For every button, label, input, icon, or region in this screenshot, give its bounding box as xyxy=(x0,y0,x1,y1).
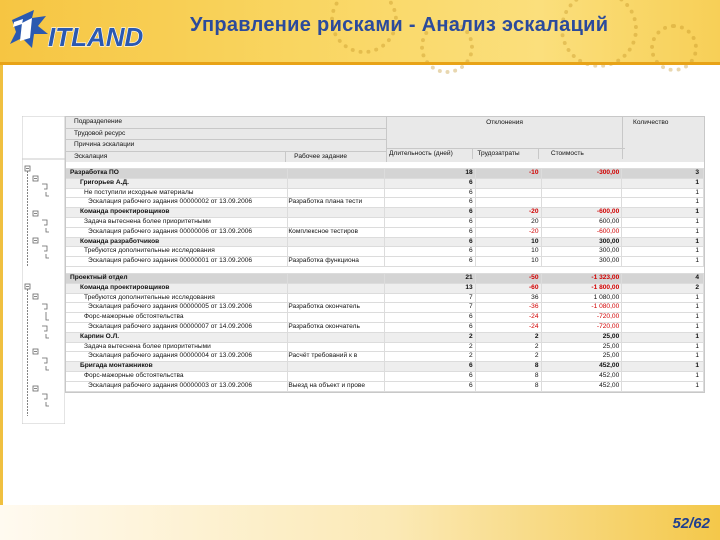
table-row[interactable] xyxy=(66,313,704,323)
row-count: 1 xyxy=(622,343,704,352)
row-labor: 8 xyxy=(476,362,542,371)
row-duration: 6 xyxy=(385,189,476,198)
row-count: 3 xyxy=(622,169,704,178)
row-task: Разработка окончатель xyxy=(288,303,385,312)
row-count: 1 xyxy=(622,198,704,207)
row-name: Команда разработчиков xyxy=(66,238,288,247)
footer-bar xyxy=(0,505,720,540)
row-task xyxy=(288,208,385,217)
table-row[interactable] xyxy=(66,247,704,257)
row-labor: -60 xyxy=(476,284,542,293)
row-labor: -24 xyxy=(476,313,542,322)
row-duration: 6 xyxy=(385,208,476,217)
row-name: Бригада монтажников xyxy=(66,362,288,371)
row-labor xyxy=(476,189,542,198)
row-cost: -1 800,00 xyxy=(542,284,623,293)
row-duration: 6 xyxy=(385,179,476,188)
row-task xyxy=(288,343,385,352)
row-task xyxy=(288,294,385,303)
table-row[interactable] xyxy=(66,362,704,372)
row-name: Требуются дополнительные исследования xyxy=(66,294,288,303)
row-labor: -24 xyxy=(476,323,542,332)
row-duration: 6 xyxy=(385,382,476,391)
row-count: 1 xyxy=(622,303,704,312)
row-labor: -10 xyxy=(476,169,542,178)
row-duration: 6 xyxy=(385,362,476,371)
row-name: Форс-мажорные обстоятельства xyxy=(66,313,288,322)
row-labor: 10 xyxy=(476,238,542,247)
row-duration: 6 xyxy=(385,218,476,227)
row-name: Эскалация рабочего задания 00000004 от 13.09.2006 xyxy=(66,352,288,361)
row-cost: -720,00 xyxy=(542,323,623,332)
row-name: Эскалация рабочего задания 00000006 от 13.09.2006 xyxy=(66,228,288,237)
row-count: 1 xyxy=(622,294,704,303)
row-duration: 6 xyxy=(385,238,476,247)
row-cost: 452,00 xyxy=(542,382,623,391)
row-labor: -50 xyxy=(476,274,542,283)
column-header-labor[interactable]: Трудозатраты xyxy=(473,149,538,160)
row-cost: 1 080,00 xyxy=(542,294,623,303)
row-task: Выезд на объект и прове xyxy=(288,382,385,391)
row-task xyxy=(288,333,385,342)
group-spacer xyxy=(66,162,704,169)
row-cost: 25,00 xyxy=(542,352,623,361)
row-cost: -1 323,00 xyxy=(542,274,623,283)
row-count: 1 xyxy=(622,382,704,391)
table-row[interactable] xyxy=(66,294,704,304)
row-labor: -36 xyxy=(476,303,542,312)
row-count: 1 xyxy=(622,189,704,198)
row-duration: 6 xyxy=(385,372,476,381)
column-header-count[interactable]: Количество xyxy=(633,119,669,126)
row-cost: 452,00 xyxy=(542,372,623,381)
table-row[interactable] xyxy=(66,372,704,382)
page-title: Управление рисками - Анализ эскалаций xyxy=(190,14,609,36)
column-header-task[interactable]: Рабочее задание xyxy=(294,152,348,160)
table-row[interactable] xyxy=(66,198,704,208)
row-name: Проектный отдел xyxy=(66,274,288,283)
left-accent-strip xyxy=(0,65,3,540)
row-name: Разработка ПО xyxy=(66,169,288,178)
row-duration: 7 xyxy=(385,294,476,303)
row-task: Расчёт требований к в xyxy=(288,352,385,361)
row-name: Эскалация рабочего задания 00000002 от 13.09.2006 xyxy=(66,198,288,207)
row-name: Григорьев А.Д. xyxy=(66,179,288,188)
row-labor: 2 xyxy=(476,343,542,352)
row-cost: 300,00 xyxy=(542,247,623,256)
row-labor: 36 xyxy=(476,294,542,303)
row-labor: 10 xyxy=(476,247,542,256)
column-header-cost[interactable]: Стоимость xyxy=(550,149,584,157)
row-count: 1 xyxy=(622,218,704,227)
row-cost xyxy=(542,198,623,207)
row-name: Эскалация рабочего задания 00000005 от 13.09.2006 xyxy=(66,303,288,312)
row-duration: 6 xyxy=(385,228,476,237)
row-task xyxy=(288,372,385,381)
row-cost: 300,00 xyxy=(542,257,623,266)
table-row[interactable] xyxy=(66,208,704,218)
row-count: 1 xyxy=(622,362,704,371)
table-row[interactable] xyxy=(66,257,704,267)
row-cost: -600,00 xyxy=(542,228,623,237)
row-duration: 6 xyxy=(385,247,476,256)
row-cost: 452,00 xyxy=(542,362,623,371)
table-row[interactable] xyxy=(66,284,704,294)
row-duration: 21 xyxy=(385,274,476,283)
row-task: Разработка окончатель xyxy=(288,323,385,332)
table-row[interactable] xyxy=(66,352,704,362)
row-labor: 2 xyxy=(476,333,542,342)
row-task xyxy=(288,238,385,247)
row-name: Команда проектировщиков xyxy=(66,208,288,217)
row-count: 1 xyxy=(622,208,704,217)
column-header-deviations: Отклонения xyxy=(486,119,523,126)
header-divider xyxy=(0,62,720,65)
row-name: Требуются дополнительные исследования xyxy=(66,247,288,256)
header-banner xyxy=(0,0,720,62)
row-duration: 7 xyxy=(385,303,476,312)
row-count: 1 xyxy=(622,352,704,361)
table-row[interactable] xyxy=(66,218,704,228)
row-cost: 25,00 xyxy=(542,333,623,342)
table-header xyxy=(65,116,705,162)
group-spacer xyxy=(66,267,704,274)
escalation-analysis-table xyxy=(65,116,705,393)
row-name: Задача вытеснена более приоритетными xyxy=(66,218,288,227)
table-row[interactable] xyxy=(66,228,704,238)
row-count: 1 xyxy=(622,228,704,237)
row-count: 1 xyxy=(622,257,704,266)
row-duration: 2 xyxy=(385,333,476,342)
row-count: 1 xyxy=(622,179,704,188)
row-name: Эскалация рабочего задания 00000001 от 13.09.2006 xyxy=(66,257,288,266)
row-labor: 10 xyxy=(476,257,542,266)
row-cost: 600,00 xyxy=(542,218,623,227)
row-task xyxy=(288,284,385,293)
row-task xyxy=(288,169,385,178)
row-task xyxy=(288,362,385,371)
svg-text:ITLAND: ITLAND xyxy=(48,22,144,52)
row-count: 1 xyxy=(622,323,704,332)
row-duration: 18 xyxy=(385,169,476,178)
row-count: 1 xyxy=(622,333,704,342)
row-duration: 6 xyxy=(385,198,476,207)
itland-logo xyxy=(8,8,148,54)
row-count: 2 xyxy=(622,284,704,293)
table-row[interactable] xyxy=(66,382,704,392)
row-cost: 300,00 xyxy=(542,238,623,247)
column-header-department[interactable]: Подразделение xyxy=(74,118,123,125)
row-task xyxy=(288,313,385,322)
table-body xyxy=(65,162,705,393)
table-row[interactable] xyxy=(66,323,704,333)
row-name: Эскалация рабочего задания 00000007 от 14.09.2006 xyxy=(66,323,288,332)
row-task xyxy=(288,247,385,256)
row-labor: 2 xyxy=(476,352,542,361)
row-duration: 6 xyxy=(385,257,476,266)
table-row[interactable] xyxy=(66,189,704,199)
table-row[interactable] xyxy=(66,343,704,353)
row-labor: 8 xyxy=(476,372,542,381)
column-header-escalation[interactable]: Эскалация xyxy=(66,152,286,163)
row-count: 1 xyxy=(622,313,704,322)
row-labor: -20 xyxy=(476,228,542,237)
row-name: Карпин О.Л. xyxy=(66,333,288,342)
column-header-resource[interactable]: Трудовой ресурс xyxy=(74,129,126,137)
row-cost: -600,00 xyxy=(542,208,623,217)
row-name: Не поступили исходные материалы xyxy=(66,189,288,198)
row-labor: 20 xyxy=(476,218,542,227)
row-cost: 25,00 xyxy=(542,343,623,352)
row-name: Задача вытеснена более приоритетными xyxy=(66,343,288,352)
row-task: Разработка функциона xyxy=(288,257,385,266)
page-number: 52/62 xyxy=(672,515,710,532)
row-task xyxy=(288,179,385,188)
table-row[interactable] xyxy=(66,333,704,343)
row-labor xyxy=(476,198,542,207)
row-name: Команда проектировщиков xyxy=(66,284,288,293)
table-row[interactable] xyxy=(66,238,704,248)
row-task xyxy=(288,218,385,227)
row-duration: 6 xyxy=(385,323,476,332)
table-row[interactable] xyxy=(66,179,704,189)
row-cost xyxy=(542,189,623,198)
row-count: 4 xyxy=(622,274,704,283)
row-duration: 2 xyxy=(385,352,476,361)
row-labor: 8 xyxy=(476,382,542,391)
row-labor xyxy=(476,179,542,188)
column-header-reason[interactable]: Причина эскалации xyxy=(74,141,135,148)
row-count: 1 xyxy=(622,238,704,247)
row-count: 1 xyxy=(622,247,704,256)
column-header-duration[interactable]: Длительность (дней) xyxy=(387,149,473,160)
row-duration: 13 xyxy=(385,284,476,293)
row-count: 1 xyxy=(622,372,704,381)
row-task: Комплексное тестиров xyxy=(288,228,385,237)
row-cost: -720,00 xyxy=(542,313,623,322)
row-cost xyxy=(542,179,623,188)
row-cost: -300,00 xyxy=(542,169,623,178)
group-row[interactable] xyxy=(66,274,704,284)
row-duration: 6 xyxy=(385,313,476,322)
row-task xyxy=(288,274,385,283)
row-labor: -20 xyxy=(476,208,542,217)
outline-tree-panel xyxy=(22,116,65,424)
table-row[interactable] xyxy=(66,303,704,313)
row-task xyxy=(288,189,385,198)
row-name: Форс-мажорные обстоятельства xyxy=(66,372,288,381)
row-cost: -1 080,00 xyxy=(542,303,623,312)
row-name: Эскалация рабочего задания 00000003 от 13.09.2006 xyxy=(66,382,288,391)
row-task: Разработка плана тести xyxy=(288,198,385,207)
group-row[interactable] xyxy=(66,169,704,179)
row-duration: 2 xyxy=(385,343,476,352)
